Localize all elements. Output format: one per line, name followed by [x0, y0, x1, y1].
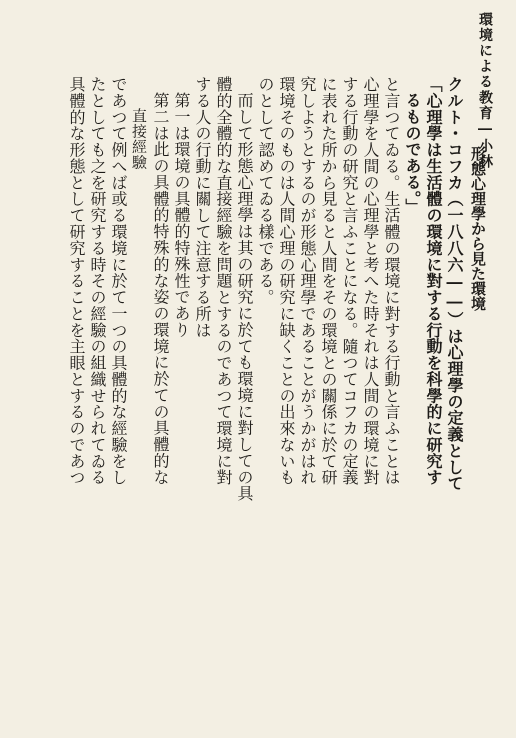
text-column: 環境そのものは人間心理の研究に缺くことの出來ないも [277, 76, 296, 486]
text-column: 第一は環境の具體的特殊性であり [172, 92, 191, 338]
text-column: する行動の研究と言ふことになる。隨つてコフカの定義 [340, 76, 359, 486]
section-subheading: 直接經驗 [130, 108, 148, 170]
text-column: のとして認めてゐる樣である。 [256, 76, 275, 306]
text-column: 具體的な形態として研究することを主眼とするのであつ [67, 76, 86, 486]
text-column: 而して形態心理學は其の研究に於ても環境に對しての具 [235, 92, 254, 502]
text-column: 第二は此の具體的特殊的な姿の環境に於ての具體的な [151, 92, 170, 486]
section-heading: 形態心理學から見た環境 [469, 146, 487, 311]
text-column: に表れた所から見ると人間をその環境との關係に於て研 [319, 76, 338, 486]
text-column: 「心理學は生活體の環境に對する行動を科學的に研究す [424, 76, 443, 486]
text-column: 究しようとするのが形態心理學であることがうかがはれ [298, 76, 317, 486]
running-title: 環境による教育―小林 [477, 12, 493, 170]
text-column: クルト・コフカ（一八八六――）は心理學の定義として [445, 76, 464, 492]
text-column: であつて例へば或る環境に於て一つの具體的な經驗をし [109, 76, 128, 486]
text-column: 心理學を人間の心理學と考へた時それは人間の環境に對 [361, 76, 380, 486]
text-column: 體的全體的な直接經驗を問題とするのであつて環境に對 [214, 76, 233, 486]
text-column: るものである。」 [403, 92, 422, 216]
text-column: する人の行動に關して注意する所は [193, 76, 212, 339]
text-column: と言つてゐる。生活體の環境に對する行動と言ふことは [382, 76, 401, 486]
text-column: たとしても之を研究する時その經驗の組織せられてゐる [88, 76, 107, 486]
